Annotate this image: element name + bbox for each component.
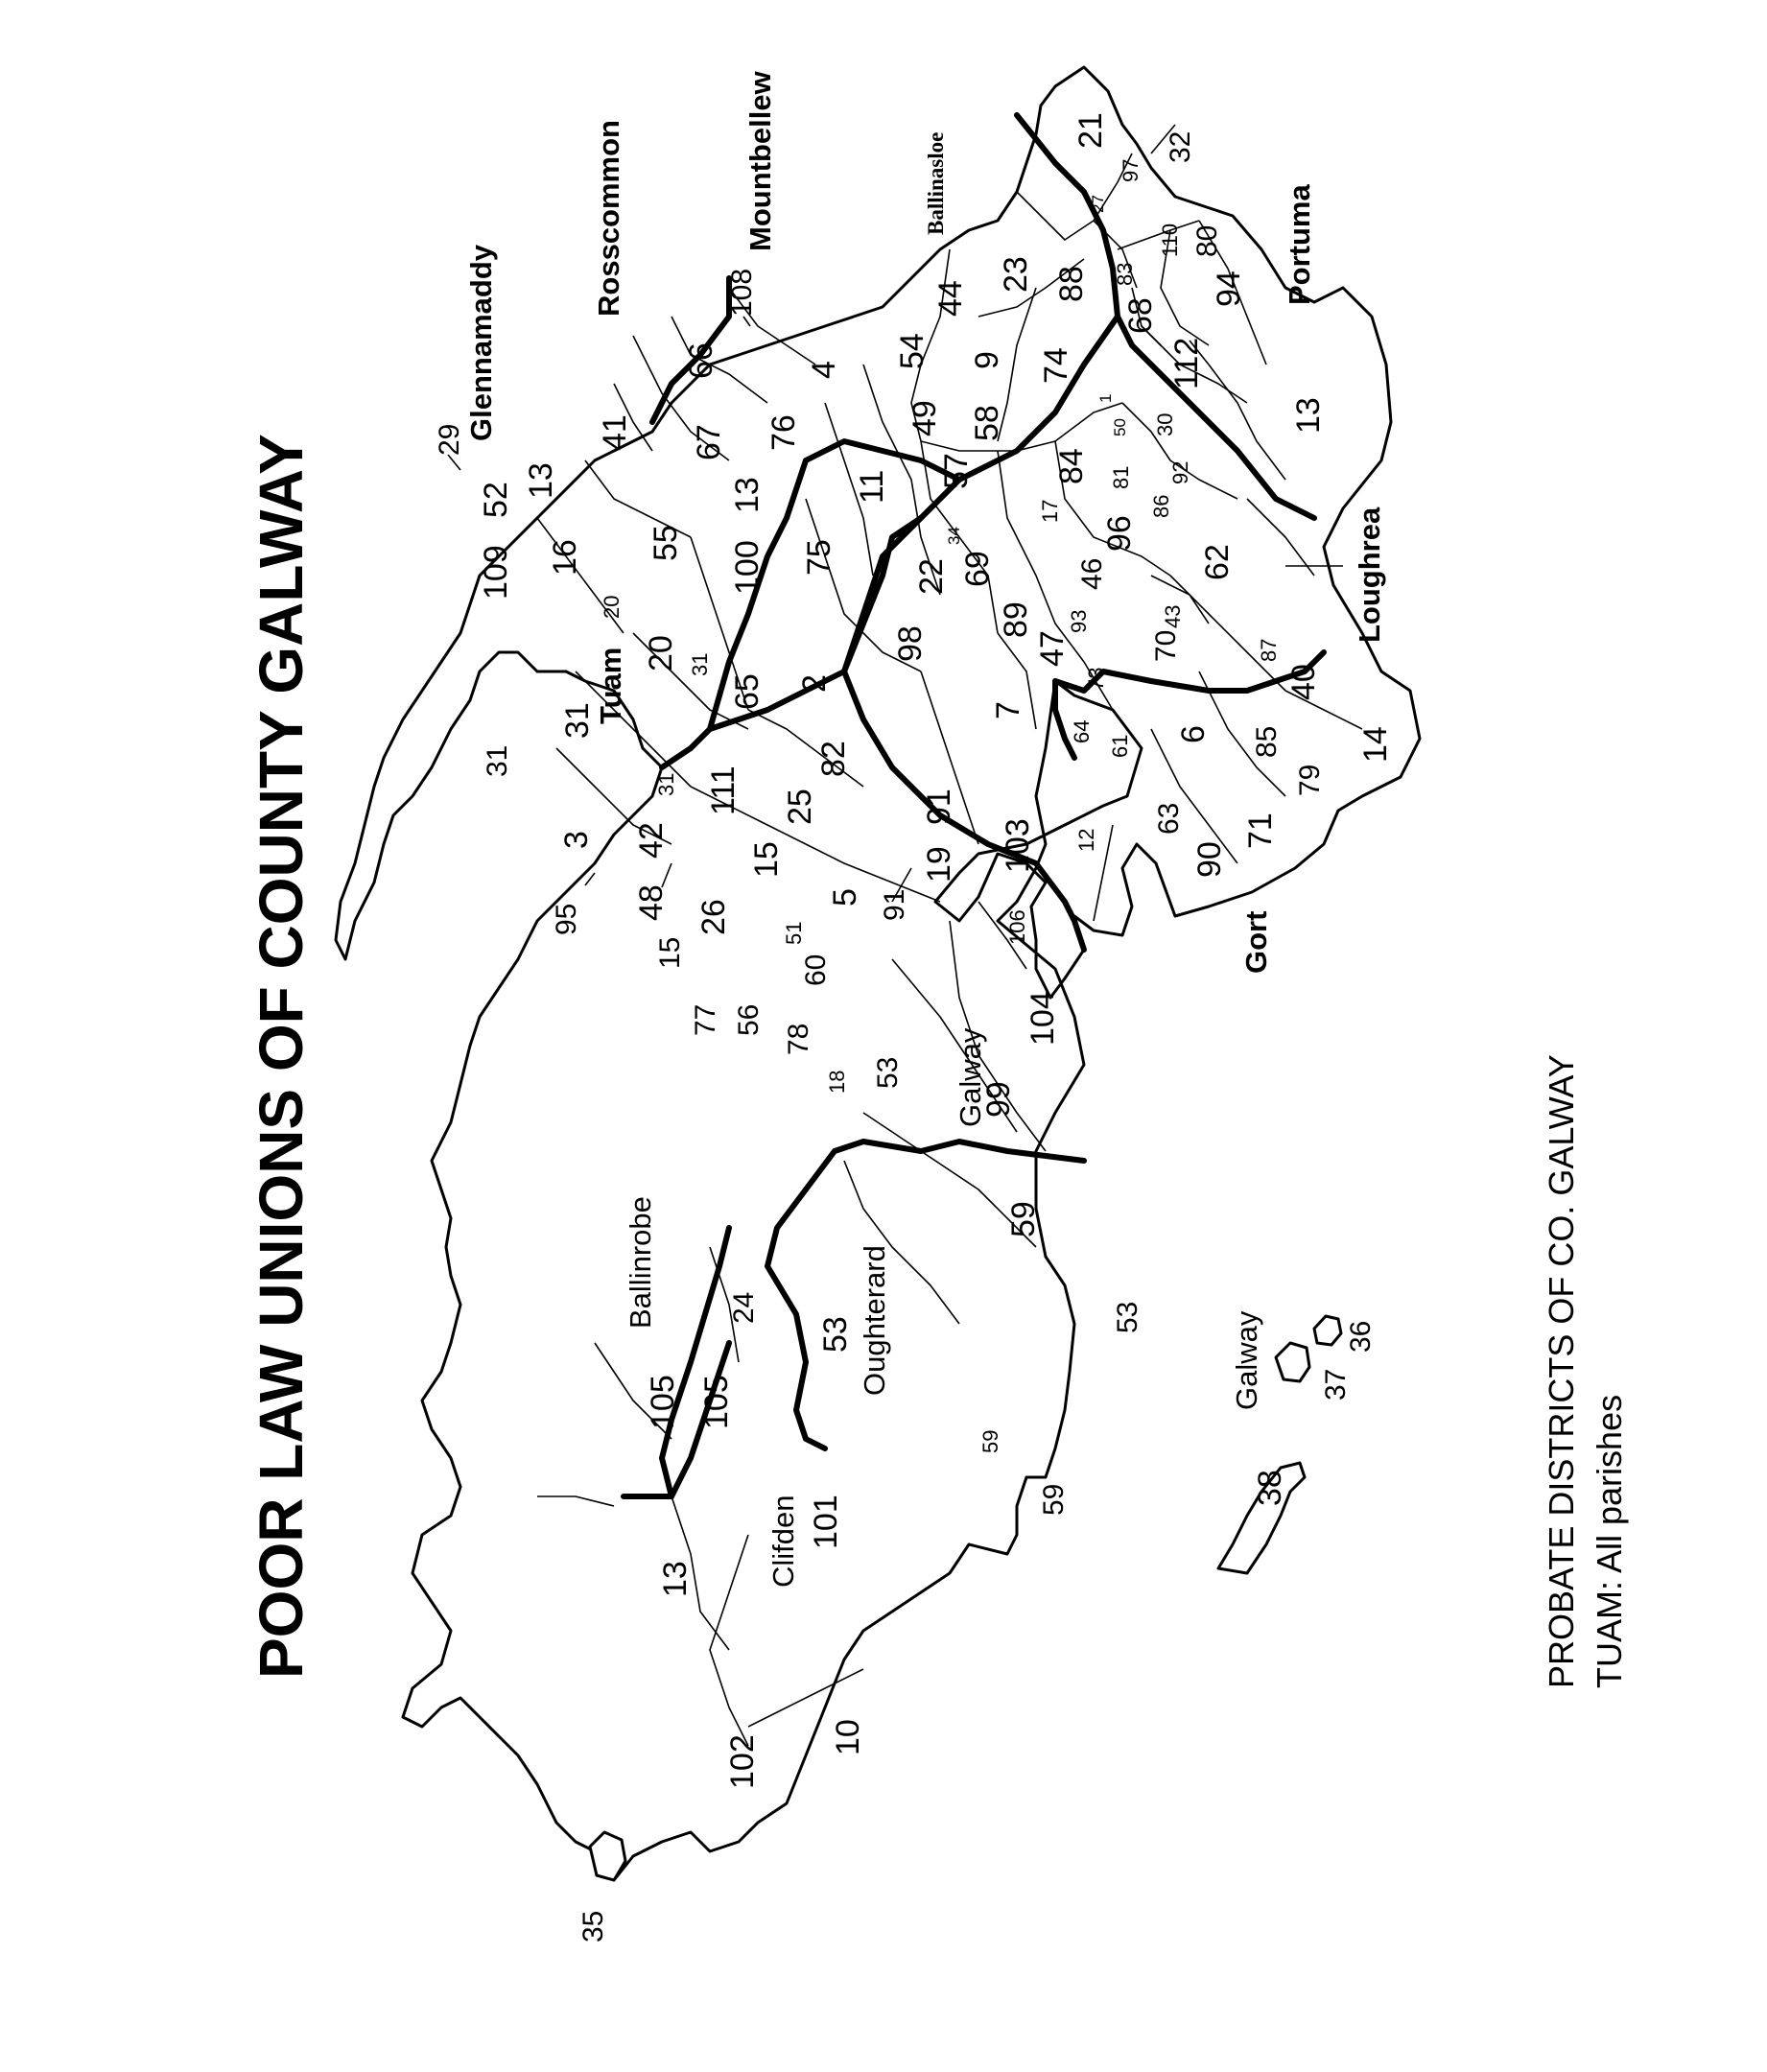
parish-31-b: 31 xyxy=(688,652,712,676)
parish-6: 6 xyxy=(1175,725,1212,743)
parish-20-a: 20 xyxy=(600,595,624,619)
parish-85: 85 xyxy=(1251,725,1283,758)
union-label-galway-islands: Galway xyxy=(1230,1310,1263,1410)
parish-81: 81 xyxy=(1109,465,1133,489)
parish-52: 52 xyxy=(478,482,514,518)
parish-77: 77 xyxy=(690,1003,721,1036)
parish-31-d: 31 xyxy=(654,772,678,796)
parish-13-west: 13 xyxy=(657,1561,694,1597)
parish-61: 61 xyxy=(1108,734,1132,758)
parish-31-a: 31 xyxy=(559,702,596,739)
parish-43: 43 xyxy=(1161,604,1185,628)
parish-13-north: 13 xyxy=(523,462,559,499)
parish-1: 1 xyxy=(1096,393,1115,403)
parish-55: 55 xyxy=(648,525,684,561)
parish-59-b: 59 xyxy=(978,1429,1002,1453)
parish-48: 48 xyxy=(633,884,670,921)
parish-38: 38 xyxy=(1252,1470,1288,1506)
parish-54: 54 xyxy=(894,333,931,369)
parish-62: 62 xyxy=(1199,544,1236,580)
parish-26: 26 xyxy=(695,899,732,935)
parish-27: 27 xyxy=(1089,195,1107,213)
union-label-tuam: Tuam xyxy=(594,647,627,724)
parish-63: 63 xyxy=(1153,802,1185,835)
parish-68: 68 xyxy=(1122,297,1159,334)
parish-9: 9 xyxy=(969,351,1005,369)
union-label-mountbellew: Mountbellew xyxy=(743,71,777,251)
island-inisheer xyxy=(1314,1316,1341,1345)
parish-47: 47 xyxy=(1034,630,1071,667)
parish-16: 16 xyxy=(547,539,583,576)
parish-67: 67 xyxy=(691,424,727,460)
parish-98: 98 xyxy=(892,625,929,662)
parish-13-mid: 13 xyxy=(729,477,766,513)
union-label-ballinrobe: Ballinrobe xyxy=(624,1196,657,1329)
parish-94: 94 xyxy=(1211,271,1247,307)
parish-15-b: 15 xyxy=(654,936,686,969)
parish-31-c: 31 xyxy=(482,744,513,777)
parish-104: 104 xyxy=(1025,991,1061,1046)
parish-82: 82 xyxy=(815,741,852,777)
parish-53-c: 53 xyxy=(817,1316,854,1353)
parish-56: 56 xyxy=(733,1003,765,1036)
parish-19: 19 xyxy=(921,846,957,883)
parish-32: 32 xyxy=(1165,130,1196,163)
parish-108: 108 xyxy=(726,268,758,317)
parish-21: 21 xyxy=(1072,112,1109,149)
parish-102: 102 xyxy=(724,1734,761,1789)
parish-50: 50 xyxy=(1111,418,1129,436)
parish-66: 66 xyxy=(683,342,719,379)
parish-91-a: 91 xyxy=(921,789,957,825)
parish-110: 110 xyxy=(1158,223,1182,257)
parish-70: 70 xyxy=(1150,629,1182,662)
union-label-glennamaddy: Glennamaddy xyxy=(464,245,498,441)
parish-23: 23 xyxy=(998,256,1034,293)
parish-106: 106 xyxy=(1005,909,1029,945)
parish-24: 24 xyxy=(728,1291,760,1324)
parish-101: 101 xyxy=(808,1495,844,1549)
union-label-gort: Gort xyxy=(1239,910,1273,974)
parish-83: 83 xyxy=(1113,262,1137,286)
parish-109: 109 xyxy=(478,545,514,600)
parish-69: 69 xyxy=(959,551,996,587)
parish-89: 89 xyxy=(998,601,1034,638)
parish-74: 74 xyxy=(1038,347,1074,384)
parish-97: 97 xyxy=(1119,158,1143,182)
parish-78: 78 xyxy=(783,1023,814,1055)
parish-59-a: 59 xyxy=(1005,1201,1042,1237)
parish-29: 29 xyxy=(434,423,465,456)
parish-80: 80 xyxy=(1191,224,1223,257)
parish-93: 93 xyxy=(1067,609,1091,633)
parish-36: 36 xyxy=(1345,1320,1377,1353)
map-title: POOR LAW UNIONS OF COUNTY GALWAY xyxy=(247,434,316,1679)
parish-37: 37 xyxy=(1320,1368,1352,1401)
parish-49: 49 xyxy=(907,400,943,436)
parish-10: 10 xyxy=(830,1719,866,1755)
parish-41: 41 xyxy=(597,414,633,451)
parish-12: 12 xyxy=(1074,828,1098,852)
union-label-oughterard: Oughterard xyxy=(858,1245,891,1396)
parish-18: 18 xyxy=(825,1070,849,1094)
union-label-clifden: Clifden xyxy=(766,1495,800,1588)
parish-40: 40 xyxy=(1285,664,1322,700)
union-label-roscommon: Rosscommon xyxy=(592,120,625,317)
parish-84: 84 xyxy=(1053,448,1090,484)
parish-4: 4 xyxy=(806,361,842,379)
parish-88: 88 xyxy=(1053,266,1090,302)
parish-75: 75 xyxy=(801,539,837,576)
parish-105-a: 105 xyxy=(645,1375,681,1429)
parish-91-b: 91 xyxy=(879,888,910,921)
parish-92: 92 xyxy=(1168,460,1192,484)
parish-79: 79 xyxy=(1294,764,1326,796)
parish-25: 25 xyxy=(782,789,818,825)
parish-42: 42 xyxy=(633,822,670,859)
parish-17: 17 xyxy=(1038,499,1062,523)
union-label-loughrea: Loughrea xyxy=(1353,506,1386,643)
parish-51: 51 xyxy=(782,921,806,945)
parish-34: 34 xyxy=(945,527,963,545)
parish-100: 100 xyxy=(729,540,766,595)
parish-86: 86 xyxy=(1149,494,1173,518)
caption-line-1: PROBATE DISTRICTS OF CO. GALWAY xyxy=(1542,1054,1581,1688)
parish-95: 95 xyxy=(551,903,582,935)
island-inishmaan xyxy=(1276,1343,1309,1381)
parish-14: 14 xyxy=(1357,726,1394,763)
parish-5: 5 xyxy=(827,888,863,906)
parish-22: 22 xyxy=(913,558,950,595)
parish-53-b: 53 xyxy=(1112,1301,1143,1333)
parish-11: 11 xyxy=(854,469,890,504)
parish-112: 112 xyxy=(1168,337,1205,389)
parish-53-a: 53 xyxy=(872,1056,904,1089)
parish-57: 57 xyxy=(938,453,975,489)
parish-20-b: 20 xyxy=(643,635,679,671)
parish-30: 30 xyxy=(1153,412,1177,436)
parish-99: 99 xyxy=(980,1081,1017,1118)
parish-58: 58 xyxy=(969,405,1005,441)
parish-73: 73 xyxy=(1084,667,1108,691)
parish-103: 103 xyxy=(1000,818,1036,873)
parish-15-a: 15 xyxy=(748,841,785,878)
parish-13-east: 13 xyxy=(1290,397,1327,434)
parish-105-b: 105 xyxy=(698,1375,735,1429)
parish-46: 46 xyxy=(1076,557,1108,590)
union-label-ballinasloe: Ballinasloe xyxy=(924,131,948,235)
parish-111: 111 xyxy=(705,765,742,815)
parish-2: 2 xyxy=(796,674,833,693)
union-label-galway: Galway xyxy=(954,1027,987,1127)
parish-35: 35 xyxy=(577,1910,609,1942)
parish-64: 64 xyxy=(1070,719,1094,743)
parish-71: 71 xyxy=(1242,812,1279,849)
caption-line-2: TUAM: All parishes xyxy=(1590,1394,1629,1688)
parish-87: 87 xyxy=(1257,638,1281,662)
parish-7: 7 xyxy=(990,701,1026,719)
union-label-portuma: Portuma xyxy=(1283,184,1316,305)
parish-59-c: 59 xyxy=(1038,1483,1070,1516)
parish-96: 96 xyxy=(1101,515,1138,552)
parish-44: 44 xyxy=(932,280,969,317)
parish-90: 90 xyxy=(1191,841,1228,878)
parish-76: 76 xyxy=(766,414,802,451)
parish-65: 65 xyxy=(729,673,766,710)
parish-60: 60 xyxy=(800,954,832,986)
parish-3: 3 xyxy=(558,831,595,849)
